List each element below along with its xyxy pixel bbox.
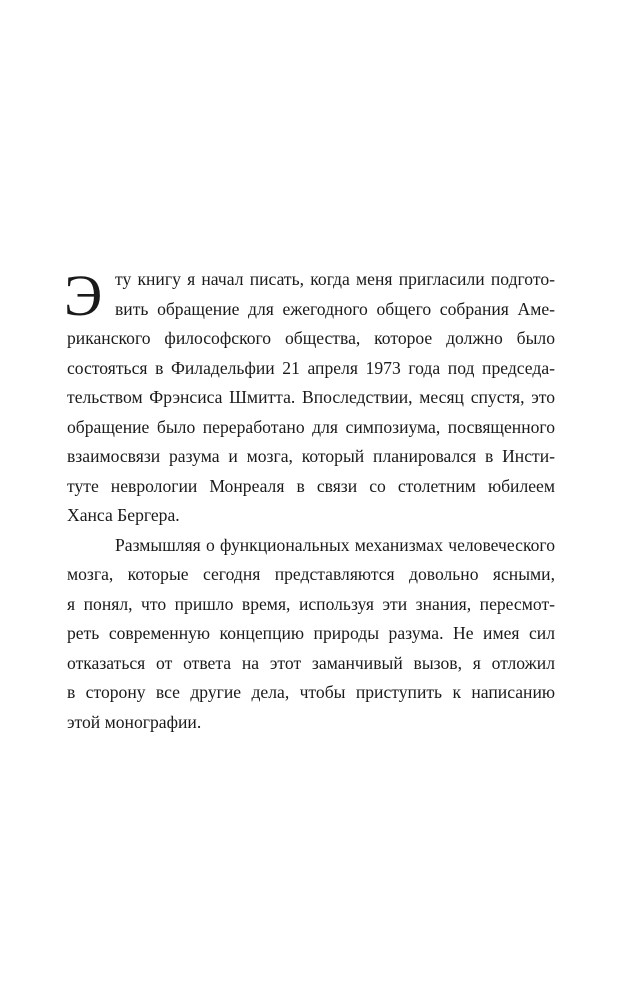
paragraph-2 bbox=[67, 531, 555, 738]
text-line: риканского философского общества, которое должно было bbox=[67, 328, 555, 348]
text-line: состояться в Филадельфии 21 апреля 1973 года под председа- bbox=[67, 357, 555, 378]
text-line: Размышляя о функциональных механизмах человеческого bbox=[115, 534, 555, 555]
text-line: реть современную концепцию природы разума. Не имея сил bbox=[67, 623, 555, 643]
text-line: мозга, которые сегодня представляются довольно ясными, bbox=[67, 564, 555, 584]
drop-cap: Э bbox=[64, 263, 103, 328]
paragraph-1 bbox=[64, 263, 555, 531]
text-line: этой монографии. bbox=[67, 711, 202, 732]
text-line: Ханса Бергера. bbox=[67, 505, 180, 525]
text-line: взаимосвязи разума и мозга, который планировался в Инсти- bbox=[67, 446, 555, 466]
text-line: туте неврологии Монреаля в связи со столетним юбилеем bbox=[67, 475, 555, 496]
text-line: ту книгу я начал писать, когда меня пригласили подгото- bbox=[115, 269, 555, 289]
text-line: я понял, что пришло время, используя эти знания, пересмот- bbox=[67, 593, 555, 614]
text-line: обращение было переработано для симпозиума, посвященного bbox=[67, 416, 555, 437]
page-body bbox=[64, 263, 555, 737]
text-line: отказаться от ответа на этот заманчивый вызов, я отложил bbox=[67, 652, 555, 673]
text-line: вить обращение для ежегодного общего собрания Аме- bbox=[115, 298, 555, 319]
text-line: тельством Фрэнсиса Шмитта. Впоследствии, месяц спустя, это bbox=[67, 387, 555, 407]
text-line: в сторону все другие дела, чтобы приступить к написанию bbox=[67, 682, 555, 702]
